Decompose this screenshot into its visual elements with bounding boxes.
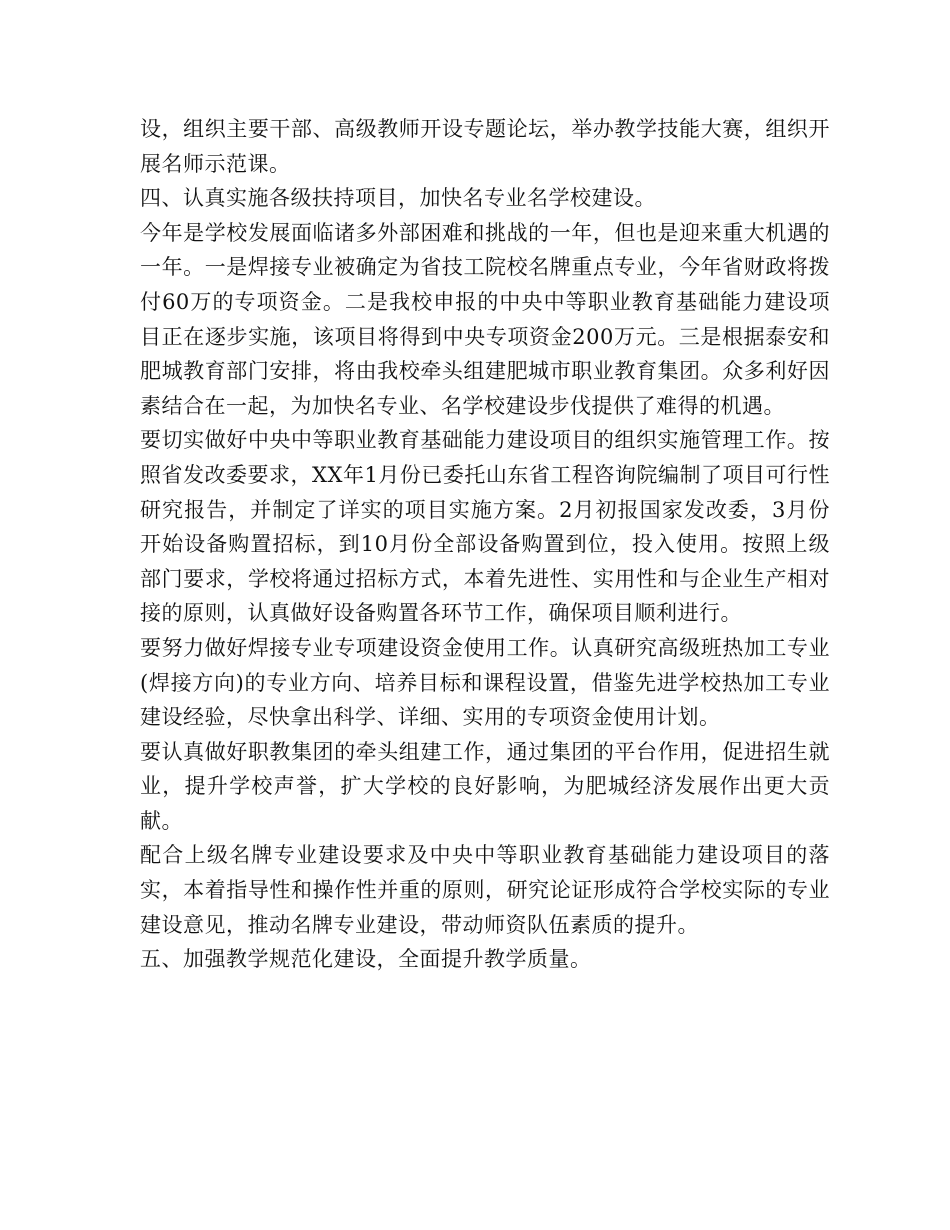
paragraph-welding-funds: 要努力做好焊接专业专项建设资金使用工作。认真研究高级班热加工专业(焊接方向)的专业方向、培养目标和课程设置，借鉴先进学校热加工专业建设经验，尽快拿出科学、详细、实用的专项资金使用计划。 xyxy=(140,635,830,730)
paragraph-opportunities: 今年是学校发展面临诸多外部困难和挑战的一年，但也是迎来重大机遇的一年。一是焊接专业被确定为省技工院校名牌重点专业，今年省财政将拨付60万的专项资金。二是我校申报的中央中等职业教育基础能力建设项目正在逐步实施，该项目将得到中央专项资金200万元。三是根据泰安和肥城教育部门安排，将由我校牵头组建肥城市职业教育集团。众多利好因素结合在一起，为加快名专业、名学校建设步伐提供了难得的机遇。 xyxy=(140,220,830,418)
paragraph-continuation: 设，组织主要干部、高级教师开设专题论坛，举办教学技能大赛，组织开展名师示范课。 xyxy=(140,117,830,176)
document-body xyxy=(140,112,830,977)
paragraph-brand-major: 配合上级名牌专业建设要求及中央中等职业教育基础能力建设项目的落实，本着指导性和操作性并重的原则，研究论证形成符合学校实际的专业建设意见，推动名牌专业建设，带动师资队伍素质的提升。 xyxy=(140,843,830,937)
paragraph-central-project: 要切实做好中央中等职业教育基础能力建设项目的组织实施管理工作。按照省发改委要求，XX年1月份已委托山东省工程咨询院编制了项目可行性研究报告，并制定了详实的项目实施方案。2月初报国家发改委，3月份开始设备购置招标，到10月份全部设备购置到位，投入使用。按照上级部门要求，学校将通过招标方式，本着先进性、实用性和与企业生产相对接的原则，认真做好设备购置各环节工作，确保项目顺利进行。 xyxy=(140,428,830,626)
paragraph-vocational-group: 要认真做好职教集团的牵头组建工作，通过集团的平台作用，促进招生就业，提升学校声誉，扩大学校的良好影响，为肥城经济发展作出更大贡献。 xyxy=(140,739,830,833)
section-heading-5: 五、加强教学规范化建设，全面提升教学质量。 xyxy=(140,947,592,972)
section-heading-4: 四、认真实施各级扶持项目，加快名专业名学校建设。 xyxy=(140,186,656,211)
